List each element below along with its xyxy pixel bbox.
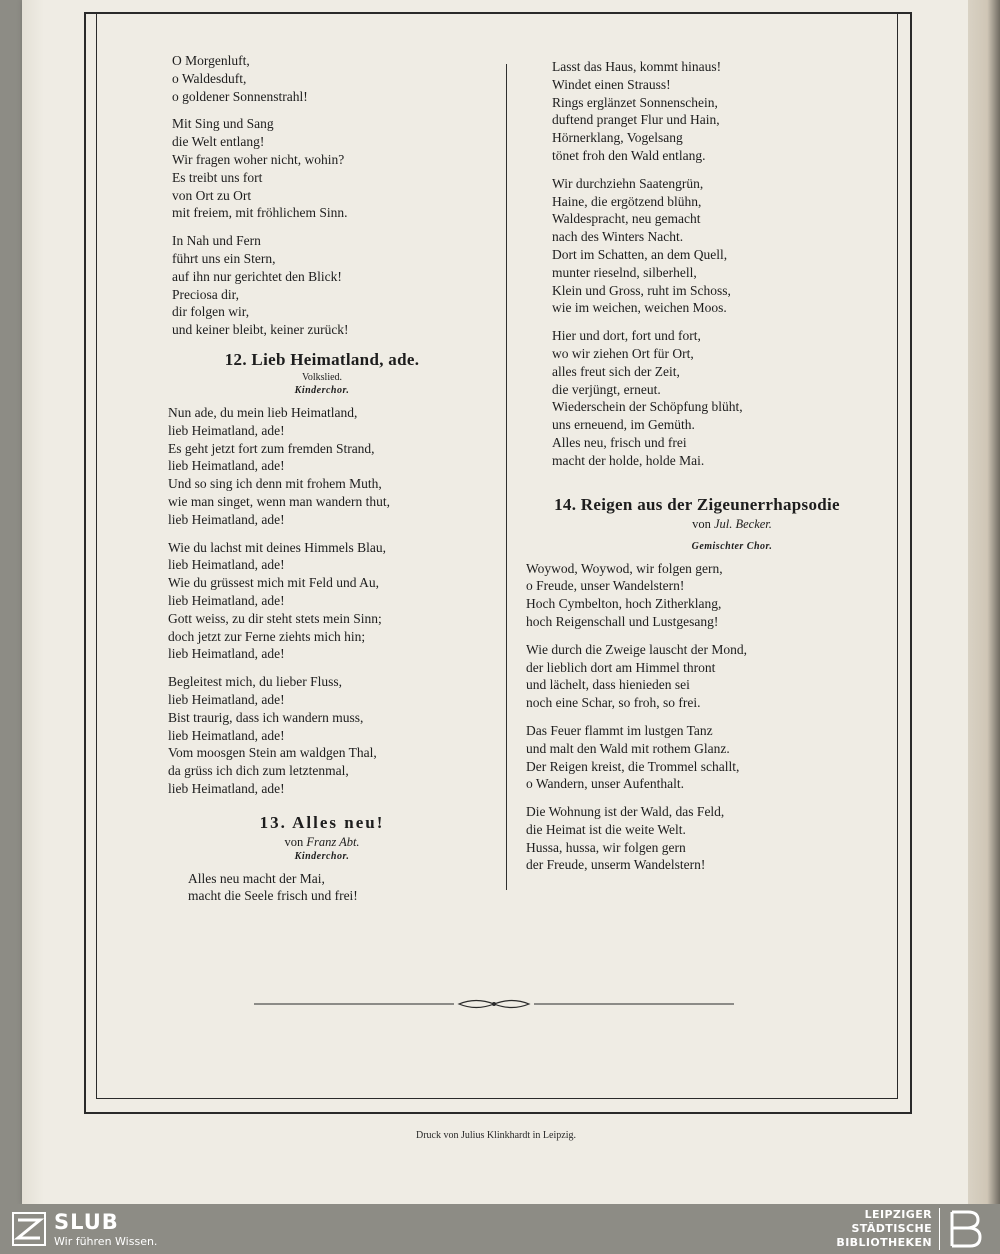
song-14-composer-prefix: von	[692, 516, 711, 531]
song-12-line: Vom moosgen Stein am waldgen Thal,	[168, 745, 377, 761]
left-intro-line: Es treibt uns fort	[172, 169, 263, 185]
right-intro-stanzas	[552, 58, 872, 470]
song-13-voice: Kinderchor.	[294, 850, 350, 862]
song-14	[526, 494, 872, 875]
song-14-line: die Heimat ist die weite Welt.	[526, 821, 686, 837]
ornament-rule-icon	[254, 997, 734, 1011]
song-12-line: Nun ade, du mein lieb Heimatland,	[168, 404, 358, 420]
left-intro-line: Preciosa dir,	[172, 286, 239, 302]
left-intro-line: Wir fragen woher nicht, wohin?	[172, 151, 345, 167]
lsb-line-1: LEIPZIGER	[864, 1208, 932, 1221]
song-12-stanza	[168, 673, 472, 798]
right-intro-line: Klein und Gross, ruht im Schoss,	[552, 282, 731, 298]
right-intro-stanza	[552, 327, 872, 469]
song-14-stanza	[526, 560, 872, 631]
song-12-title: 12. Lieb Heimatland, ade.	[224, 349, 420, 369]
right-intro-line: Waldespracht, neu gemacht	[552, 211, 701, 227]
right-intro-line: Wiederschein der Schöpfung blüht,	[552, 399, 743, 415]
right-intro-line: tönet froh den Wald entlang.	[552, 147, 706, 163]
song-12-line: doch jetzt zur Ferne ziehts mich hin;	[168, 628, 366, 644]
song-14-stanza	[526, 722, 872, 793]
scanned-page	[22, 0, 970, 1204]
left-intro-stanzas	[172, 52, 472, 339]
song-14-voice: Gemischter Chor.	[691, 540, 773, 552]
song-12-subtitle: Volkslied.	[301, 371, 343, 383]
song-14-line: der Freude, unserm Wandelstern!	[526, 857, 706, 873]
song-14-line: Die Wohnung ist der Wald, das Feld,	[526, 804, 725, 820]
left-intro-line: o goldener Sonnenstrahl!	[172, 88, 308, 104]
song-12-voice: Kinderchor.	[294, 384, 350, 396]
left-intro-line: O Morgenluft,	[172, 53, 250, 68]
song-14-composer-name: Jul. Becker.	[713, 516, 772, 531]
song-12-line: lieb Heimatland, ade!	[168, 422, 285, 438]
left-intro-stanza	[172, 52, 472, 105]
left-intro-line: Mit Sing und Sang	[172, 116, 274, 132]
song-14-line: Der Reigen kreist, die Trommel schallt,	[526, 758, 740, 774]
left-intro-line: die Welt entlang!	[172, 134, 265, 150]
right-intro-line: Wir durchziehn Saatengrün,	[552, 175, 704, 191]
song-13-composer	[172, 834, 472, 850]
right-intro-line: wo wir ziehen Ort für Ort,	[552, 345, 694, 361]
song-12-line: lieb Heimatland, ade!	[168, 592, 285, 608]
left-intro-line: dir folgen wir,	[172, 304, 250, 320]
lsb-line-3: BIBLIOTHEKEN	[836, 1236, 932, 1249]
right-intro-line: macht der holde, holde Mai.	[552, 452, 705, 468]
right-intro-line: Windet einen Strauss!	[552, 76, 671, 92]
right-intro-line: Hier und dort, fort und fort,	[552, 328, 701, 344]
song-14-line: Woywod, Woywod, wir folgen gern,	[526, 560, 723, 576]
left-column	[168, 52, 472, 915]
song-12-line: Gott weiss, zu dir steht stets mein Sinn;	[168, 610, 382, 626]
right-intro-line: Lasst das Haus, kommt hinaus!	[552, 59, 722, 74]
song-14-line: und lächelt, dass hienieden sei	[526, 677, 690, 693]
song-14-line: hoch Reigenschall und Lustgesang!	[526, 613, 719, 629]
lsb-text[interactable]	[836, 1208, 932, 1250]
song-12-line: lieb Heimatland, ade!	[168, 691, 285, 707]
left-intro-stanza	[172, 115, 472, 222]
song-12-stanza	[168, 404, 472, 529]
song-14-line: Das Feuer flammt im lustgen Tanz	[526, 722, 713, 738]
lsb-line-2: STÄDTISCHE	[851, 1222, 932, 1235]
right-intro-stanza	[552, 58, 872, 165]
song-12-line: Wie du lachst mit deines Himmels Blau,	[168, 539, 387, 555]
left-intro-line: mit freiem, mit fröhlichem Sinn.	[172, 205, 348, 221]
slub-name[interactable]: SLUB	[54, 1210, 119, 1234]
song-12	[168, 349, 472, 798]
song-12-line: da grüss ich dich zum letztenmal,	[168, 763, 349, 779]
footer-bar	[0, 1204, 1000, 1254]
right-intro-line: Haine, die ergötzend blühn,	[552, 193, 702, 209]
slub-logo-icon[interactable]	[12, 1212, 46, 1246]
right-intro-line: munter rieselnd, silberhell,	[552, 264, 697, 280]
left-intro-line: und keiner bleibt, keiner zurück!	[172, 322, 349, 338]
left-intro-line: führt uns ein Stern,	[172, 250, 276, 266]
left-intro-line: auf ihn nur gerichtet den Blick!	[172, 268, 342, 284]
right-intro-line: uns erneuend, im Gemüth.	[552, 417, 695, 433]
song-14-line: o Freude, unser Wandelstern!	[526, 578, 685, 594]
song-14-stanzas	[526, 560, 872, 875]
right-intro-line: wie im weichen, weichen Moos.	[552, 300, 727, 316]
left-intro-line: In Nah und Fern	[172, 233, 261, 249]
song-13-stanzas	[188, 870, 472, 906]
song-14-stanza	[526, 803, 872, 874]
page-edge	[968, 0, 1000, 1204]
song-14-line: der lieblich dort am Himmel thront	[526, 659, 716, 675]
song-14-line: Hoch Cymbelton, hoch Zitherklang,	[526, 596, 722, 612]
song-13-composer-prefix: von	[284, 834, 304, 849]
song-12-line: lieb Heimatland, ade!	[168, 780, 285, 796]
right-intro-line: Hörnerklang, Vogelsang	[552, 130, 683, 146]
song-13-stanza	[188, 870, 472, 906]
right-column	[526, 58, 872, 884]
song-14-composer	[592, 516, 872, 532]
song-14-line: und malt den Wald mit rothem Glanz.	[526, 740, 730, 756]
song-14-line: Hussa, hussa, wir folgen gern	[526, 839, 686, 855]
song-12-line: Bist traurig, dass ich wandern muss,	[168, 709, 364, 725]
lsb-logo-icon[interactable]	[939, 1208, 988, 1250]
song-12-line: lieb Heimatland, ade!	[168, 511, 285, 527]
printer-imprint: Druck von Julius Klinkhardt in Leipzig.	[416, 1130, 576, 1141]
right-intro-line: alles freut sich der Zeit,	[552, 363, 680, 379]
song-12-line: Begleitest mich, du lieber Fluss,	[168, 674, 342, 690]
song-12-line: lieb Heimatland, ade!	[168, 727, 285, 743]
song-14-title: 14. Reigen aus der Zigeunerrhapsodie	[554, 494, 840, 514]
right-intro-line: die verjüngt, erneut.	[552, 381, 661, 397]
column-divider	[506, 64, 507, 890]
song-14-stanza	[526, 641, 872, 712]
song-12-stanzas	[168, 404, 472, 798]
left-intro-line: o Waldesduft,	[172, 70, 247, 86]
song-14-line: Wie durch die Zweige lauscht der Mond,	[526, 641, 748, 657]
right-intro-stanza	[552, 175, 872, 317]
song-13	[172, 812, 472, 906]
song-13-line: Alles neu macht der Mai,	[188, 870, 325, 886]
right-intro-line: Dort im Schatten, an dem Quell,	[552, 246, 728, 262]
song-12-line: lieb Heimatland, ade!	[168, 458, 285, 474]
slub-tagline: Wir führen Wissen.	[54, 1235, 158, 1248]
right-intro-line: nach des Winters Nacht.	[552, 229, 684, 245]
right-intro-line: Alles neu, frisch und frei	[552, 434, 687, 450]
song-12-line: lieb Heimatland, ade!	[168, 557, 285, 573]
right-intro-line: Rings erglänzet Sonnenschein,	[552, 94, 718, 110]
song-12-line: lieb Heimatland, ade!	[168, 646, 285, 662]
song-12-line: wie man singet, wenn man wandern thut,	[168, 493, 390, 509]
song-13-title: 13. Alles neu!	[259, 812, 385, 832]
song-12-line: Es geht jetzt fort zum fremden Strand,	[168, 440, 375, 456]
right-intro-line: duftend pranget Flur und Hain,	[552, 112, 720, 128]
song-12-stanza	[168, 539, 472, 664]
song-14-line: o Wandern, unser Aufenthalt.	[526, 776, 684, 792]
song-13-composer-name: Franz Abt.	[306, 834, 360, 849]
left-intro-line: von Ort zu Ort	[172, 187, 252, 203]
song-12-line: Wie du grüssest mich mit Feld und Au,	[168, 575, 379, 591]
page-fold-shadow	[22, 0, 44, 1204]
left-intro-stanza	[172, 232, 472, 339]
song-14-line: noch eine Schar, so froh, so frei.	[526, 695, 701, 711]
song-13-line: macht die Seele frisch und frei!	[188, 888, 358, 904]
song-12-line: Und so sing ich denn mit frohem Muth,	[168, 476, 382, 492]
